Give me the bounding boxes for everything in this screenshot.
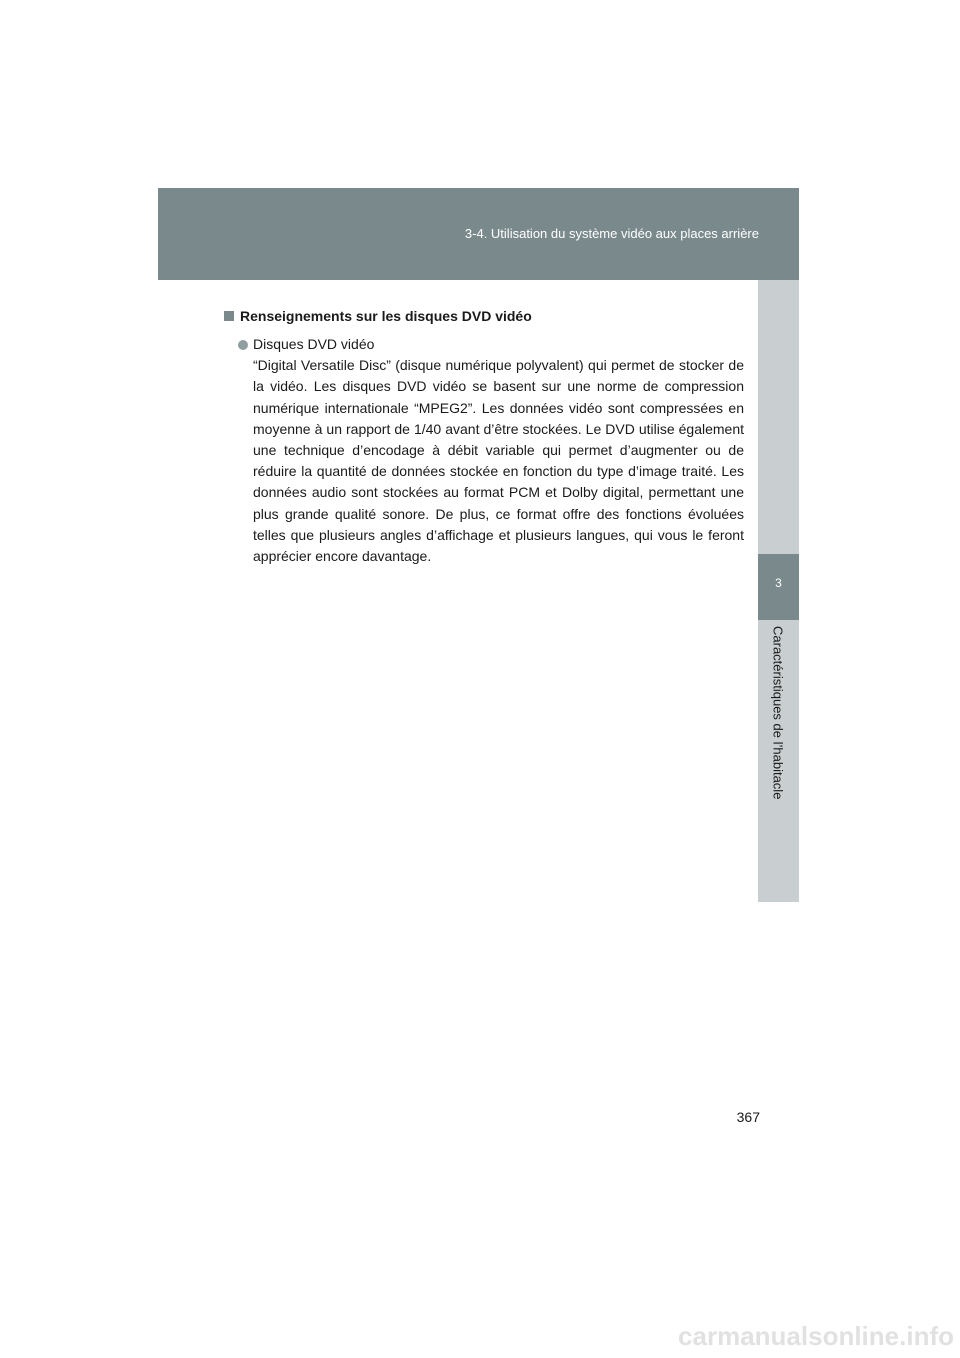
- dvd-info-section: [224, 306, 744, 567]
- item-title: Disques DVD vidéo: [253, 336, 375, 352]
- side-tab-upper: [758, 280, 799, 554]
- header-band: [158, 188, 799, 280]
- section-heading-text: Renseignements sur les disques DVD vidéo: [240, 308, 532, 324]
- side-tab-number-box: [758, 554, 799, 620]
- list-item: [238, 334, 744, 567]
- bullet-icon: [238, 340, 248, 350]
- header-title: 3-4. Utilisation du système vidéo aux places arrière: [464, 226, 759, 241]
- section-heading: [224, 306, 744, 326]
- watermark-text: carmanualsonline.info: [678, 1321, 954, 1351]
- chapter-label: Caractéristiques de l’habitacle: [770, 626, 786, 800]
- chapter-number: 3: [775, 576, 782, 590]
- item-head: [238, 334, 744, 355]
- page-number: 367: [736, 1109, 760, 1125]
- square-icon: [224, 311, 234, 321]
- item-body: “Digital Versatile Disc” (disque numérique polyvalent) qui permet de stocker de la vidéo. Les disques DVD vidéo se basent sur une norme de compression numérique internationale “MPEG2”. Les données vidéo sont compressées en moyenne à un rapport de 1/40 avant d’être stockées. Le DVD utilise également une technique d’encodage à débit variable qui permet d’augmenter ou de réduire la quantité de données stockée en fonction du type d’image traité. Les données audio sont stockées au format PCM et Dolby digital, permettant une plus grande qualité sonore. De plus, ce format offre des fonctions évoluées telles que plusieurs angles d’affichage et plusieurs langues, qui vous le feront apprécier encore davantage.: [253, 357, 744, 565]
- side-tab-lower: [758, 620, 799, 902]
